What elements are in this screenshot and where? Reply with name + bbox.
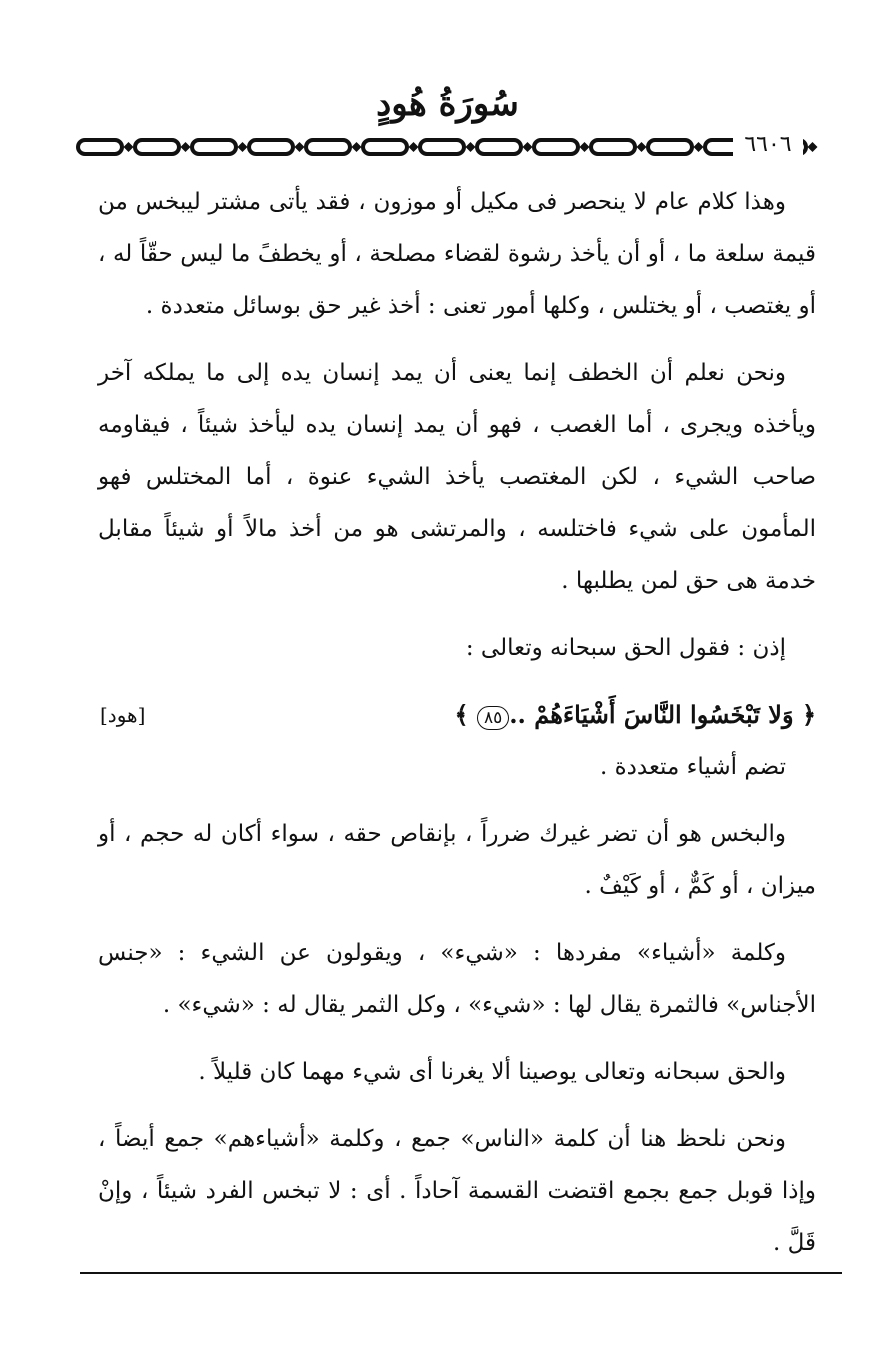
paragraph-1: وهذا كلام عام لا ينحصر فى مكيل أو موزون ، فقد يأتى مشتر ليبخس من قيمة سلعة ما ، أو أن يأخذ رشوة لقضاء مصلحة ، أو يخطفً ما ليس حقّاً له ، أو يغتصب ، أو يختلس ، وكلها أمور تعنى : أخذ غير حق بوسائل متعددة .	[98, 189, 816, 319]
intro-line: إذن : فقول الحق سبحانه وتعالى :	[465, 635, 786, 661]
ornamental-rule	[76, 132, 841, 162]
ayah-row	[98, 689, 816, 741]
page-number: ٦٦٠٦	[733, 130, 803, 160]
surah-reference: [هود]	[100, 703, 146, 727]
bottom-rule	[80, 1272, 842, 1274]
body-text	[98, 176, 816, 1284]
paragraph-3: والبخس هو أن تضر غيرك ضرراً ، بإنقاص حقه ، سواء أكان له حجم ، أو ميزان ، أو كَمٌّ ، أو كَيْفٌ .	[98, 821, 816, 899]
paragraph-6: ونحن نلحظ هنا أن كلمة «الناس» جمع ، وكلمة «أشياءهم» جمع أيضاً ، وإذا قوبل جمع بجمع اقتضت القسمة آحاداً . أى : لا تبخس الفرد شيئاً ، وإنْ قَلَّ .	[98, 1126, 816, 1256]
paragraph-4: وكلمة «أشياء» مفردها : «شيء» ، ويقولون عن الشيء : «جنس الأجناس» فالثمرة يقال لها : «شيء» ، وكل الثمر يقال له : «شيء» .	[98, 940, 816, 1018]
paragraph-2: ونحن نعلم أن الخطف إنما يعنى أن يمد إنسان يده إلى ما يملكه آخر ويأخذه ويجرى ، أما الغصب ، فهو أن يمد إنسان يده ليأخذ شيئاً ، فيقاومه صاحب الشيء ، لكن المغتصب يأخذ الشيء عنوة ، أما المختلس فهو المأمون على شيء فاختلسه ، والمرتشى هو من أخذ مالاً أو شيئاً مقابل خدمة هى حق لمن يطلبها .	[98, 360, 816, 594]
after-ayah-line: تضم أشياء متعددة .	[599, 754, 786, 780]
ayah-number: ٨٥	[477, 706, 509, 730]
ayah-close: ﴾	[454, 700, 469, 729]
surah-title: سُورَةُ هُودٍ	[376, 84, 519, 124]
ayah-body: ﴿ وَلا تَبْخَسُوا النَّاسَ أَشْيَاءَهُمْ ..	[509, 700, 816, 729]
ayah-text	[455, 689, 816, 741]
paragraph-5: والحق سبحانه وتعالى يوصينا ألا يغرنا أى شيء مهما كان قليلاً .	[198, 1059, 786, 1085]
